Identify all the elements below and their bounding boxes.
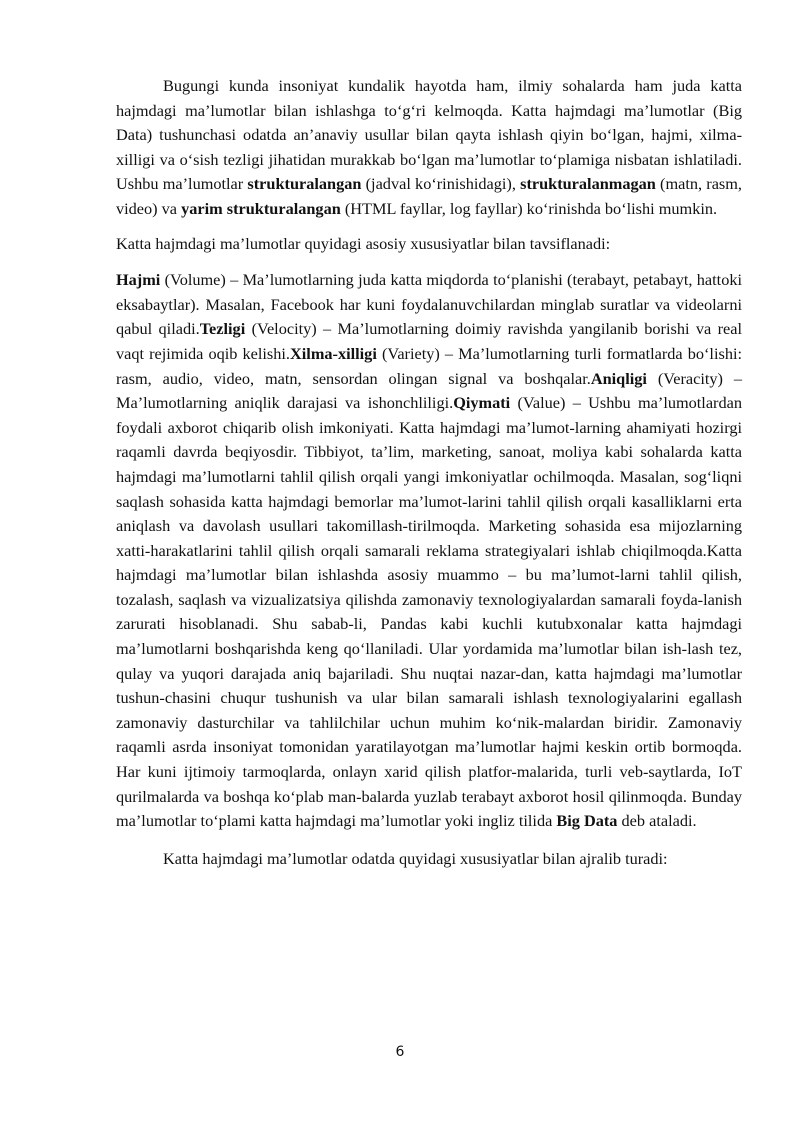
intro-paragraph	[116, 74, 742, 222]
text-run: (Velocity) – Ma’lumotlarning doimiy ravishda yangilanib borishi va real vaqt rejimida oqib kelishi.	[116, 319, 742, 363]
characteristics-paragraph	[116, 268, 742, 834]
bold-term: strukturalangan	[247, 174, 362, 194]
bold-term: Qiymati	[453, 393, 511, 413]
bold-term: Hajmi	[116, 270, 161, 290]
bold-term: Tezligi	[199, 319, 246, 339]
text-run: (Veracity) – Ma’lumotlarning aniqlik darajasi va ishonchliligi.	[116, 368, 742, 413]
page-number: 6	[395, 1044, 405, 1060]
bold-term: Big Data	[556, 811, 618, 831]
text-run: (Volume) – Ma’lumotlarning juda katta miqdorda to‘planishi (terabayt, petabayt, hattoki eksabaytlar). Masalan, Facebook har kuni foydalanuvchilardan minglab suratlar va videolarni qabul qiladi.	[116, 270, 742, 339]
bold-term: Xilma-xilligi	[290, 343, 377, 363]
text-run: (HTML fayllar, log fayllar) ko‘rinishda bo‘lishi mumkin.	[340, 198, 718, 218]
text-run: Katta hajmdagi ma’lumotlar odatda quyidagi xususiyatlar bilan ajralib turadi:	[163, 848, 668, 868]
bold-term: yarim strukturalangan	[181, 198, 341, 218]
page-body	[116, 74, 742, 871]
text-run: deb ataladi.	[617, 811, 697, 831]
text-run: Bugungi kunda insoniyat kundalik hayotda ham, ilmiy sohalarda ham juda katta hajmdagi ma’lumotlar bilan ishlashga to‘g‘ri kelmoqda. Katta hajmdagi ma’lumotlar (Big Data) tushunchasi odatda an’anaviy usullar bilan qayta ishlash qiyin bo‘lgan, hajmi, xilma-xilligi va o‘sish tezligi jihatidan murakkab bo‘lgan ma’lumotlar to‘plamiga nisbatan ishlatiladi. Ushbu ma’lumotlar	[116, 76, 742, 194]
text-run: (Value) – Ushbu ma’lumotlardan foydali axborot chiqarib olish imkoniyati. Katta hajmdagi ma’lumot-larning ahamiyati hozirgi raqamli davrda beqiyosdir. Tibbiyot, ta’lim, marketing, sanoat, moliya kabi sohalarda katta hajmdagi ma’lumotlarni tahlil qilish orqali yangi imkoniyatlar ochilmoqda. Masalan, sog‘liqni saqlash sohasida katta hajmdagi bemorlar ma’lumot-larini tahlil qilish orqali kasalliklarni erta aniqlash va davolash usullari takomillash-tirilmoqda. Marketing sohasida esa mijozlarning xatti-harakatlarini tahlil qilish orqali samarali reklama strategiyalari ishlab chiqilmoqda.Katta hajmdagi ma’lumotlar bilan ishlashda asosiy muammo – bu ma’lumot-larni tahlil qilish, tozalash, saqlash va vizualizatsiya qilishda zamonaviy texnologiyalardan samarali foyda-lanish zarurati hisoblanadi. Shu sabab-li, Pandas kabi kuchli kutubxonalar katta hajmdagi ma’lumotlarni boshqarishda keng qo‘llaniladi. Ular yordamida ma’lumotlar bilan ish-lash tez, qulay va yuqori darajada aniq bajariladi. Shu nuqtai nazar-dan, katta hajmdagi ma’lumotlar tushun-chasini chuqur tushunish va ular bilan samarali ishlash texnologiyalarini egallash zamonaviy dasturchilar va tahlilchilar uchun muhim ko‘nik-malardan biridir. Zamonaviy raqamli asrda insoniyat tomonidan yaratilayotgan ma’lumotlar hajmi keskin ortib bormoqda. Har kuni ijtimoiy tarmoqlarda, onlayn xarid qilish platfor-malarida, turli veb-saytlarda, IoT qurilmalarda va boshqa ko‘plab man-balarda yuzlab terabayt axborot hosil qilinmoqda. Bunday ma’lumotlar to‘plami katta hajmdagi ma’lumotlar yoki ingliz tilida	[116, 393, 742, 831]
text-run: (matn, rasm, video) va	[116, 174, 743, 218]
closing-paragraph	[116, 847, 742, 872]
bold-term: Aniqligi	[590, 368, 647, 388]
text-run: Katta hajmdagi ma’lumotlar quyidagi asosiy xususiyatlar bilan tavsiflanadi:	[116, 233, 611, 253]
bold-term: strukturalanmagan	[520, 174, 656, 194]
text-run: (Variety) – Ma’lumotlarning turli formatlarda bo‘lishi: rasm, audio, video, matn, sensordan olingan signal va boshqalar.	[116, 343, 743, 388]
characteristics-intro	[116, 232, 742, 257]
text-run: (jadval ko‘rinishidagi),	[361, 174, 521, 194]
